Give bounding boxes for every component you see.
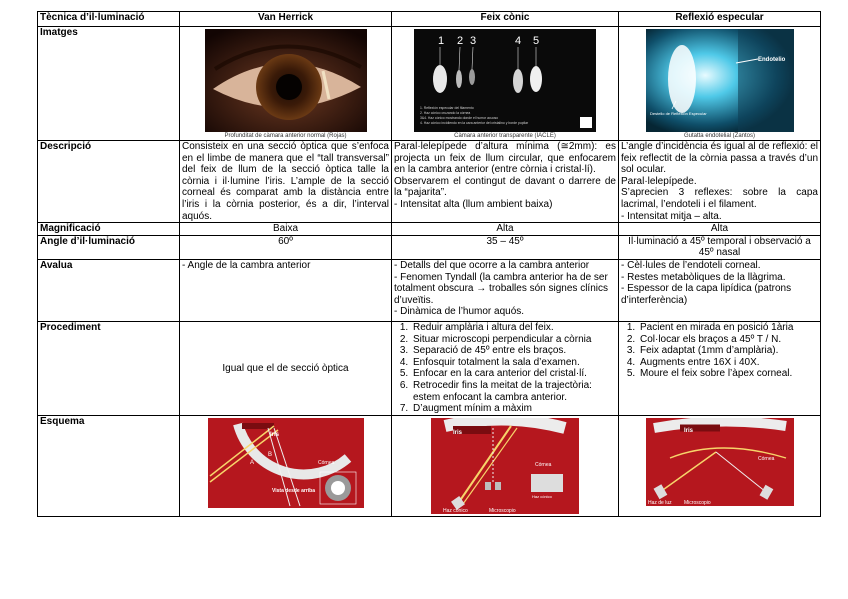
feix-procedure-list bbox=[394, 322, 616, 415]
feix-num-1: 1 bbox=[438, 35, 445, 47]
feix-desc-line-2: Observarem el contingut de davant o darrere de la “pajarita”. bbox=[394, 175, 616, 199]
s3-haz-label: Haz de luz bbox=[647, 499, 672, 506]
feix-conic-schema bbox=[431, 418, 579, 514]
description-row bbox=[38, 141, 821, 223]
s1-vista-label: Vista desde arriba bbox=[271, 487, 315, 494]
header-technique: Tècnica d’il·luminació bbox=[38, 12, 180, 27]
reflex-step-3: 3. Feix adaptat (1mm d’amplària). bbox=[638, 345, 818, 357]
reflexio-image-cell bbox=[619, 27, 821, 141]
feix-conic-procedure bbox=[392, 321, 619, 415]
schema-row bbox=[38, 415, 821, 516]
s1-a-label: A bbox=[249, 459, 254, 466]
reflex-step-1: 1. Pacient en mirada en posició 1ària bbox=[638, 322, 818, 334]
s3-cornea-label: Córnea bbox=[757, 455, 774, 462]
feix-desc-line-1: Paral·lelepípede d’altura mínima (≅2mm): es projecta un feix de llum circular, que enfocarem en la cambra anterior (entre còrnia i cristal·lí). bbox=[394, 141, 616, 176]
header-feix-conic: Feix cònic bbox=[392, 12, 619, 27]
s2-iris-label: Iris bbox=[453, 429, 463, 436]
illumination-techniques-table bbox=[37, 11, 821, 517]
row-label-magnification: Magnificació bbox=[38, 223, 180, 236]
feix-legend-3: 3&4. Haz cónico mostrando donde el humor acuoso bbox=[420, 116, 499, 120]
feix-num-3: 3 bbox=[470, 35, 477, 47]
feix-conic-caption: Càmara anterior transparente (IACLE) bbox=[454, 133, 556, 139]
van-herrick-caption: Profunditat de càmara anterior normal (Rojas) bbox=[224, 133, 347, 139]
feix-step-5: 5. Enfocar en la cara anterior del cristal·lí. bbox=[411, 368, 616, 380]
feix-step-6: 6. Retrocedir fins la meitat de la trajectòria: estem enfocant la cambra anterior. bbox=[411, 380, 616, 403]
iacle-logo bbox=[580, 117, 592, 128]
s3-iris-label: Iris bbox=[683, 427, 693, 434]
van-herrick-image-cell bbox=[180, 27, 392, 141]
reflexio-schema bbox=[646, 418, 794, 506]
feix-step-1: 1. Reduir amplària i altura del feix. bbox=[411, 322, 616, 334]
feix-desc-line-3: - Intensitat alta (llum ambient baixa) bbox=[394, 198, 553, 210]
images-row bbox=[38, 27, 821, 141]
feix-conic-angle: 35 – 45º bbox=[392, 235, 619, 259]
van-herrick-evaluates: - Angle de la cambra anterior bbox=[180, 259, 392, 321]
feix-num-2: 2 bbox=[457, 35, 464, 47]
s3-micro-label: Microscopio bbox=[683, 499, 711, 506]
reflex-label-destello: Destello de Reflexión Especular bbox=[649, 111, 707, 116]
s1-b-label: B bbox=[267, 451, 272, 458]
feix-step-2: 2. Situar microscopi perpendicular a còrnia bbox=[411, 334, 616, 346]
reflexio-schema-cell bbox=[619, 415, 821, 516]
header-van-herrick: Van Herrick bbox=[180, 12, 392, 27]
van-herrick-photo bbox=[205, 29, 367, 132]
reflex-step-4: 4. Augments entre 16X i 40X. bbox=[638, 357, 818, 369]
angle-row bbox=[38, 235, 821, 259]
feix-conic-evaluates bbox=[392, 259, 619, 321]
reflex-step-5: 5. Moure el feix sobre l’àpex corneal. bbox=[638, 368, 818, 380]
reflex-eval-line-3: - Espessor de la capa lipídica (patrons d’interferència) bbox=[621, 283, 792, 306]
feix-conic-image-cell bbox=[392, 27, 619, 141]
feix-eval-line-3: - Dinàmica de l’humor aquós. bbox=[394, 306, 525, 318]
reflexio-magnification: Alta bbox=[619, 223, 821, 236]
feix-conic-magnification: Alta bbox=[392, 223, 619, 236]
van-herrick-description: Consisteix en una secció òptica que s’enfoca en el limbe de manera que el “tall transversal” del feix de llum de la secció òptica talle la còrnia i il·lumine l’iris. L’ample de la secció corneal és comparat amb la distància entre l’iris i la còrnia posterior, és a dir, l’interval aquós. bbox=[180, 141, 392, 223]
row-label-description: Descripció bbox=[38, 141, 180, 223]
row-label-images: Imatges bbox=[38, 27, 180, 141]
reflexio-caption: Gutatta endotelial (Zantos) bbox=[683, 133, 756, 139]
row-label-procedure: Procediment bbox=[38, 321, 180, 415]
reflex-label-endotelio: Endotelio bbox=[757, 57, 785, 63]
reflexio-procedure bbox=[619, 321, 821, 415]
s2-haz-label: Haz cónico bbox=[443, 507, 468, 514]
reflexio-description bbox=[619, 141, 821, 223]
feix-eval-line-2: - Fenomen Tyndall (la cambra anterior ha de ser totalment obscura → troballes són signes clínics d’uveïtis. bbox=[394, 271, 608, 306]
s2-micro-label: Microscopio bbox=[489, 507, 516, 514]
header-reflexio-especular: Reflexió especular bbox=[619, 12, 821, 27]
reflex-desc-line-2: Paral·lelepípede. bbox=[621, 175, 697, 187]
feix-legend-4: 4. Haz cónico incidiendo en la cara anterior del cristalino y borde pupilar bbox=[420, 121, 529, 125]
feix-legend-2: 2. Haz cónico cruzando la córnea bbox=[420, 111, 471, 115]
feix-conic-photo bbox=[414, 29, 596, 132]
row-label-evaluates: Avalua bbox=[38, 259, 180, 321]
reflexio-evaluates bbox=[619, 259, 821, 321]
van-herrick-procedure: Igual que el de secció òptica bbox=[180, 321, 392, 415]
feix-step-7: 7. D’augment mínim a màxim bbox=[411, 403, 616, 415]
row-label-angle: Angle d’il·luminació bbox=[38, 235, 180, 259]
reflexio-photo bbox=[646, 29, 794, 132]
reflex-step-2: 2. Col·locar els braços a 45º T / N. bbox=[638, 334, 818, 346]
reflex-desc-line-1: L’angle d’incidència és igual al de reflexió: el feix reflectit de la còrnia passa a través d’un sol ocular. bbox=[621, 141, 818, 176]
feix-conic-description bbox=[392, 141, 619, 223]
feix-eval-line-1: - Detalls del que ocorre a la cambra anterior bbox=[394, 259, 590, 271]
van-herrick-schema bbox=[208, 418, 364, 508]
reflex-desc-line-4: - Intensitat mitja – alta. bbox=[621, 210, 722, 222]
reflex-procedure-list bbox=[621, 322, 818, 380]
feix-step-4: 4. Enfosquir totalment la sala d’examen. bbox=[411, 357, 616, 369]
van-herrick-magnification: Baixa bbox=[180, 223, 392, 236]
header-row bbox=[38, 12, 821, 27]
feix-num-4: 4 bbox=[515, 35, 522, 47]
feix-conic-schema-cell bbox=[392, 415, 619, 516]
s1-iris-label: Iris bbox=[269, 431, 279, 438]
reflex-desc-line-3: S’aprecien 3 reflexes: sobre la capa lacrimal, l’endoteli i el filament. bbox=[621, 187, 818, 210]
reflexio-angle: Il·luminació a 45º temporal i observació a 45º nasal bbox=[619, 235, 821, 259]
row-label-schema: Esquema bbox=[38, 415, 180, 516]
s2-cornea-label: Córnea bbox=[535, 461, 552, 468]
s2-haz-caption: Haz cónico bbox=[532, 493, 552, 499]
van-herrick-schema-cell bbox=[180, 415, 392, 516]
reflex-eval-line-2: - Restes metabòliques de la llàgrima. bbox=[621, 271, 786, 283]
feix-step-3: 3. Separació de 45º entre els braços. bbox=[411, 345, 616, 357]
feix-num-5: 5 bbox=[533, 35, 540, 47]
reflex-eval-line-1: - Cèl·lules de l’endoteli corneal. bbox=[621, 259, 761, 271]
evaluates-row bbox=[38, 259, 821, 321]
procedure-row bbox=[38, 321, 821, 415]
feix-legend-1: 1. Reflexión especular del filamento bbox=[420, 106, 474, 110]
s1-cornea-label: Córnea bbox=[317, 459, 334, 466]
magnification-row bbox=[38, 223, 821, 236]
van-herrick-angle: 60º bbox=[180, 235, 392, 259]
